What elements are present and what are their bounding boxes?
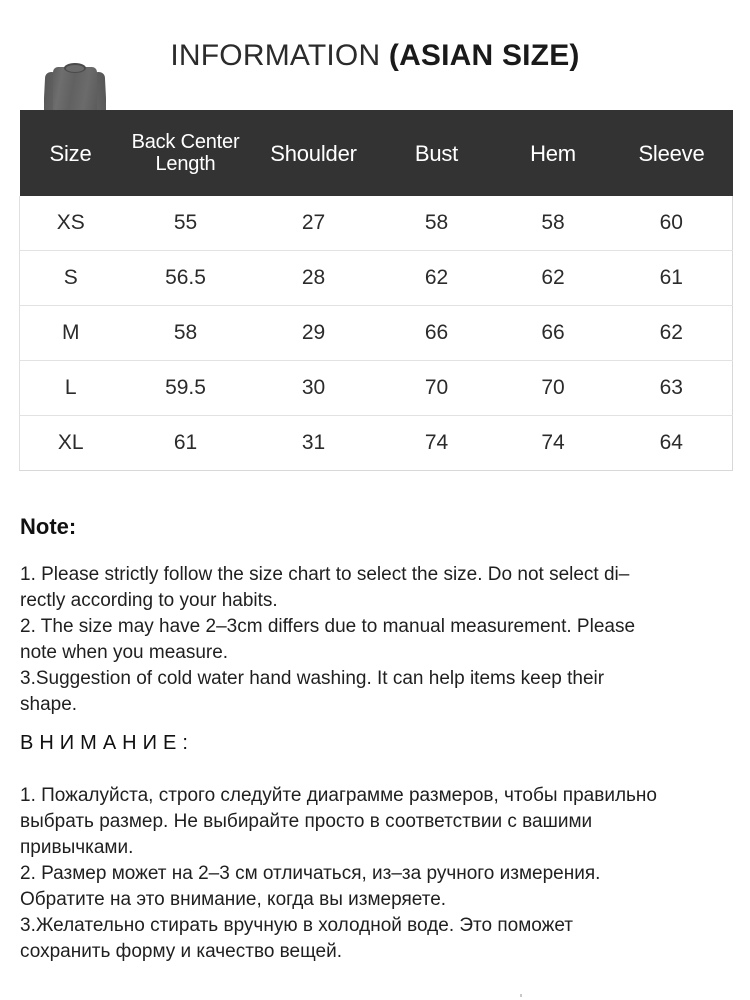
table-row [20,196,733,251]
cell-bust: 62 [378,251,496,306]
column-header-hem: Hem [496,110,611,196]
column-header-line-2: Length [155,153,216,175]
column-header-shoulder: Shoulder [250,110,378,196]
cell-hem: 74 [496,416,611,471]
note-line: 1. Please strictly follow the size chart to select the size. Do not select di– [20,564,630,585]
cell-sleeve: 62 [611,306,733,361]
cell-shoulder: 28 [250,251,378,306]
cell-hem: 66 [496,306,611,361]
note-line: 3.Suggestion of cold water hand washing. It can help items keep their [20,668,605,689]
note-line-ru: сохранить форму и качество вещей. [20,941,342,962]
note-line: 2. The size may have 2–3cm differs due to manual measurement. Please [20,616,636,637]
note-line-ru: выбрать размер. Не выбирайте просто в соответствии с вашими [20,811,593,832]
cell-shoulder: 29 [250,306,378,361]
notes-russian-heading: ВНИМАНИЕ: [20,732,194,754]
cell-back-center-length: 59.5 [122,361,250,416]
cell-shoulder: 30 [250,361,378,416]
cell-size: S [20,251,122,306]
cell-sleeve: 63 [611,361,733,416]
notes-heading: Note: [20,514,77,539]
cell-shoulder: 31 [250,416,378,471]
cell-bust: 74 [378,416,496,471]
cell-size: XS [20,196,122,251]
cell-size: XL [20,416,122,471]
column-header-line-1: Back Center [131,131,240,153]
page-title-bold: (ASIAN SIZE) [388,39,580,72]
note-line-ru: 2. Размер может на 2–3 см отличаться, из–за ручного измерения. [20,863,601,884]
cell-sleeve: 64 [611,416,733,471]
table-row [20,361,733,416]
page-title-regular: INFORMATION [170,39,389,72]
note-line-ru: привычками. [20,837,134,858]
column-header-bust: Bust [378,110,496,196]
table-row [20,416,733,471]
cell-back-center-length: 55 [122,196,250,251]
cell-bust: 58 [378,196,496,251]
cell-back-center-length: 56.5 [122,251,250,306]
cell-hem: 58 [496,196,611,251]
cell-bust: 70 [378,361,496,416]
note-line-ru: 3.Желательно стирать вручную в холодной воде. Это поможет [20,915,574,936]
table-row [20,306,733,361]
notes-english [20,514,732,718]
size-chart-table [19,110,732,471]
note-line-ru: 1. Пожалуйста, строго следуйте диаграмме размеров, чтобы правильно [20,785,657,806]
cell-bust: 66 [378,306,496,361]
cell-shoulder: 27 [250,196,378,251]
note-line: rectly according to your habits. [20,590,278,611]
cell-back-center-length: 61 [122,416,250,471]
column-header-sleeve: Sleeve [611,110,733,196]
cell-size: M [20,306,122,361]
note-line: shape. [20,694,78,715]
table-header-row [20,110,733,196]
cell-sleeve: 60 [611,196,733,251]
notes-russian [20,783,735,965]
cell-sleeve: 61 [611,251,733,306]
note-line-ru: Обратите на это внимание, когда вы измеряете. [20,889,447,910]
page-speck [520,994,522,997]
column-header-back-center-length [122,110,250,196]
cell-size: L [20,361,122,416]
table-row [20,251,733,306]
cell-hem: 70 [496,361,611,416]
cell-back-center-length: 58 [122,306,250,361]
page-title [0,38,750,74]
note-line: note when you measure. [20,642,229,663]
column-header-size: Size [20,110,122,196]
cell-hem: 62 [496,251,611,306]
